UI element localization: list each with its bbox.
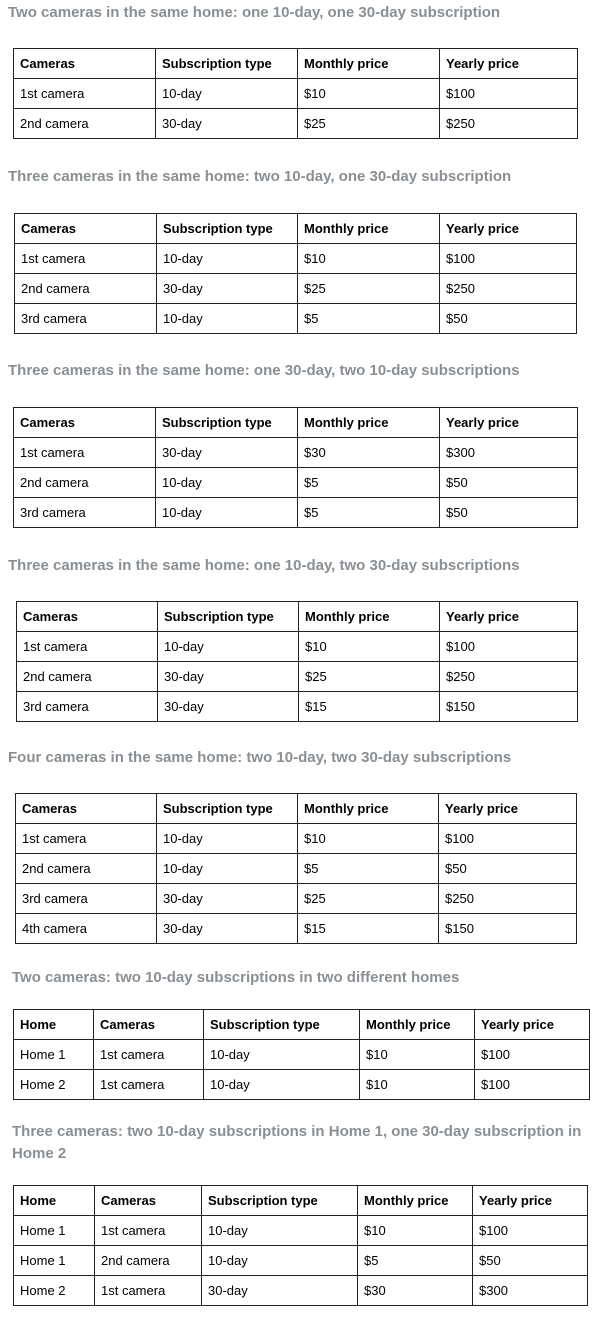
- table-cell: $10: [299, 632, 440, 662]
- table-cell: $10: [358, 1216, 473, 1246]
- table-cell: 10-day: [157, 824, 298, 854]
- table-cell: 30-day: [202, 1276, 358, 1306]
- table-row: [14, 498, 578, 528]
- table-cell: 30-day: [158, 662, 299, 692]
- table-cell: $100: [440, 244, 577, 274]
- pricing-table: [13, 1009, 590, 1100]
- table-cell: 1st camera: [95, 1276, 202, 1306]
- table-row: [16, 884, 577, 914]
- table-cell: 2nd camera: [14, 109, 156, 139]
- table-header-row: [17, 602, 578, 632]
- column-header: Home: [14, 1186, 95, 1216]
- table-header-row: [16, 794, 577, 824]
- table-cell: $50: [440, 498, 578, 528]
- table-cell: 1st camera: [94, 1070, 204, 1100]
- table-cell: $150: [439, 914, 577, 944]
- column-header: Home: [14, 1010, 94, 1040]
- table-cell: $10: [360, 1070, 475, 1100]
- section-heading: Three cameras: two 10-day subscriptions in Home 1, one 30-day subscription in Home 2: [12, 1123, 582, 1162]
- table-cell: $250: [440, 662, 578, 692]
- column-header: Yearly price: [475, 1010, 590, 1040]
- table-cell: Home 1: [14, 1246, 95, 1276]
- column-header: Monthly price: [358, 1186, 473, 1216]
- table-cell: 30-day: [157, 274, 298, 304]
- column-header: Monthly price: [298, 794, 439, 824]
- pricing-table: [14, 213, 577, 334]
- table-row: [15, 274, 577, 304]
- column-header: Yearly price: [439, 794, 577, 824]
- table-row: [14, 1070, 590, 1100]
- column-header: Monthly price: [299, 602, 440, 632]
- section-heading: Two cameras: two 10-day subscriptions in two different homes: [12, 969, 460, 986]
- column-header: Cameras: [94, 1010, 204, 1040]
- pricing-table: [16, 601, 578, 722]
- pricing-table: [13, 1185, 588, 1306]
- table-cell: $100: [440, 79, 578, 109]
- table-cell: 10-day: [157, 854, 298, 884]
- column-header: Monthly price: [298, 214, 440, 244]
- table-cell: $100: [440, 632, 578, 662]
- table-cell: $10: [298, 79, 440, 109]
- table-cell: Home 1: [14, 1040, 94, 1070]
- table-cell: 30-day: [157, 914, 298, 944]
- column-header: Subscription type: [158, 602, 299, 632]
- table-cell: 1st camera: [14, 438, 156, 468]
- table-cell: 2nd camera: [95, 1246, 202, 1276]
- table-cell: 10-day: [204, 1040, 360, 1070]
- table-cell: Home 2: [14, 1276, 95, 1306]
- table-row: [17, 662, 578, 692]
- table-cell: 10-day: [158, 632, 299, 662]
- table-row: [14, 1040, 590, 1070]
- table-cell: $10: [360, 1040, 475, 1070]
- table-cell: 10-day: [157, 304, 298, 334]
- column-header: Yearly price: [440, 602, 578, 632]
- table-cell: 30-day: [156, 438, 298, 468]
- table-row: [15, 304, 577, 334]
- table-cell: 3rd camera: [17, 692, 158, 722]
- table-cell: $5: [298, 498, 440, 528]
- column-header: Subscription type: [156, 49, 298, 79]
- column-header: Yearly price: [440, 49, 578, 79]
- table-row: [17, 692, 578, 722]
- table-cell: $25: [299, 662, 440, 692]
- column-header: Cameras: [16, 794, 157, 824]
- table-row: [17, 632, 578, 662]
- table-cell: $30: [298, 438, 440, 468]
- table-cell: $50: [439, 854, 577, 884]
- table-cell: 1st camera: [15, 244, 157, 274]
- table-row: [14, 79, 578, 109]
- table-cell: 2nd camera: [14, 468, 156, 498]
- table-cell: 30-day: [156, 109, 298, 139]
- column-header: Monthly price: [298, 408, 440, 438]
- pricing-table: [13, 407, 578, 528]
- table-cell: $300: [440, 438, 578, 468]
- table-cell: $15: [298, 914, 439, 944]
- table-row: [14, 438, 578, 468]
- table-cell: $50: [440, 304, 577, 334]
- table-row: [16, 824, 577, 854]
- table-cell: $250: [440, 109, 578, 139]
- column-header: Cameras: [14, 408, 156, 438]
- table-header-row: [15, 214, 577, 244]
- pricing-table: [13, 48, 578, 139]
- table-cell: 3rd camera: [14, 498, 156, 528]
- table-row: [16, 914, 577, 944]
- table-row: [14, 468, 578, 498]
- table-cell: 10-day: [156, 79, 298, 109]
- table-cell: 10-day: [157, 244, 298, 274]
- table-cell: 1st camera: [14, 79, 156, 109]
- table-row: [14, 1216, 588, 1246]
- table-cell: $100: [475, 1070, 590, 1100]
- table-cell: $50: [473, 1246, 588, 1276]
- section-heading: Two cameras in the same home: one 10-day, one 30-day subscription: [8, 4, 501, 21]
- column-header: Yearly price: [440, 214, 577, 244]
- table-cell: $100: [439, 824, 577, 854]
- table-cell: $150: [440, 692, 578, 722]
- table-cell: 30-day: [158, 692, 299, 722]
- table-cell: 1st camera: [16, 824, 157, 854]
- table-cell: 1st camera: [94, 1040, 204, 1070]
- table-cell: 1st camera: [17, 632, 158, 662]
- table-cell: $5: [298, 304, 440, 334]
- table-cell: $25: [298, 274, 440, 304]
- table-cell: $10: [298, 824, 439, 854]
- column-header: Cameras: [95, 1186, 202, 1216]
- table-row: [16, 854, 577, 884]
- table-cell: 1st camera: [95, 1216, 202, 1246]
- table-row: [14, 1246, 588, 1276]
- table-row: [15, 244, 577, 274]
- table-cell: 2nd camera: [17, 662, 158, 692]
- column-header: Cameras: [14, 49, 156, 79]
- table-row: [14, 1276, 588, 1306]
- table-cell: 30-day: [157, 884, 298, 914]
- table-cell: 2nd camera: [15, 274, 157, 304]
- table-cell: $25: [298, 884, 439, 914]
- table-cell: 10-day: [156, 498, 298, 528]
- table-cell: 10-day: [156, 468, 298, 498]
- column-header: Monthly price: [298, 49, 440, 79]
- section-heading: Three cameras in the same home: one 10-day, two 30-day subscriptions: [8, 557, 520, 574]
- table-cell: $10: [298, 244, 440, 274]
- table-header-row: [14, 1186, 588, 1216]
- section-heading: Three cameras in the same home: two 10-day, one 30-day subscription: [8, 168, 512, 185]
- column-header: Subscription type: [202, 1186, 358, 1216]
- table-cell: Home 1: [14, 1216, 95, 1246]
- table-cell: 10-day: [204, 1070, 360, 1100]
- table-cell: $5: [358, 1246, 473, 1276]
- table-cell: 2nd camera: [16, 854, 157, 884]
- column-header: Yearly price: [473, 1186, 588, 1216]
- section-heading: Three cameras in the same home: one 30-day, two 10-day subscriptions: [8, 362, 520, 379]
- table-header-row: [14, 1010, 590, 1040]
- table-cell: $30: [358, 1276, 473, 1306]
- table-cell: $100: [473, 1216, 588, 1246]
- table-cell: $250: [439, 884, 577, 914]
- table-cell: 10-day: [202, 1216, 358, 1246]
- column-header: Cameras: [15, 214, 157, 244]
- table-cell: $300: [473, 1276, 588, 1306]
- column-header: Yearly price: [440, 408, 578, 438]
- table-cell: 4th camera: [16, 914, 157, 944]
- table-row: [14, 109, 578, 139]
- column-header: Subscription type: [156, 408, 298, 438]
- column-header: Monthly price: [360, 1010, 475, 1040]
- table-cell: $5: [298, 854, 439, 884]
- column-header: Subscription type: [157, 214, 298, 244]
- column-header: Cameras: [17, 602, 158, 632]
- table-cell: $250: [440, 274, 577, 304]
- table-header-row: [14, 408, 578, 438]
- table-header-row: [14, 49, 578, 79]
- table-cell: $100: [475, 1040, 590, 1070]
- table-cell: 3rd camera: [15, 304, 157, 334]
- table-cell: $50: [440, 468, 578, 498]
- table-cell: 10-day: [202, 1246, 358, 1276]
- table-cell: $25: [298, 109, 440, 139]
- section-heading: Four cameras in the same home: two 10-day, two 30-day subscriptions: [8, 749, 512, 766]
- table-cell: 3rd camera: [16, 884, 157, 914]
- pricing-table: [15, 793, 577, 944]
- table-cell: $5: [298, 468, 440, 498]
- table-cell: $15: [299, 692, 440, 722]
- table-cell: Home 2: [14, 1070, 94, 1100]
- column-header: Subscription type: [204, 1010, 360, 1040]
- column-header: Subscription type: [157, 794, 298, 824]
